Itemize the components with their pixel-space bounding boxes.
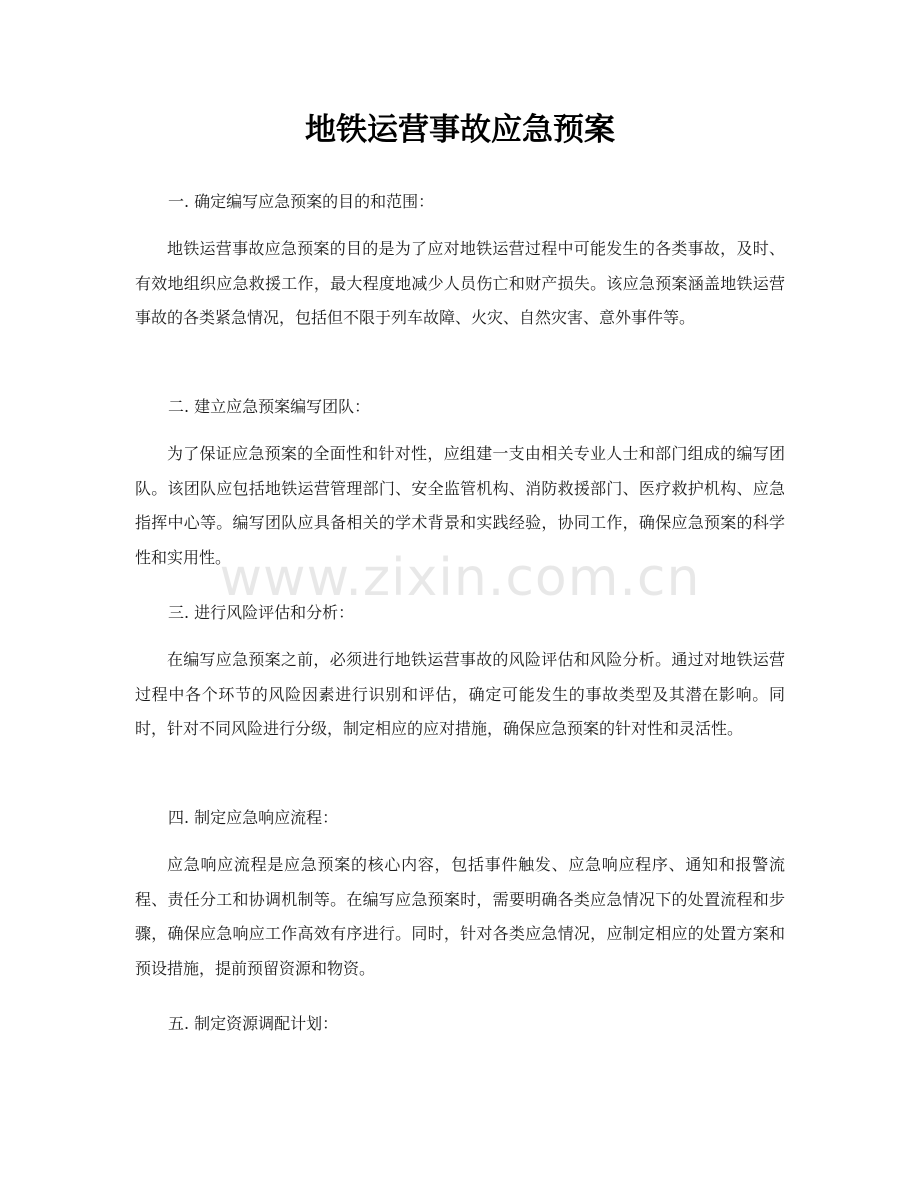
document-title: 地铁运营事故应急预案 <box>305 112 615 148</box>
section-3-heading: 三. 进行风险评估和分析： <box>168 603 355 622</box>
section-2-heading: 二. 建立应急预案编写团队： <box>168 397 371 416</box>
section-3-body: 在编写应急预案之前，必须进行地铁运营事故的风险评估和风险分析。通过对地铁运营过程中各个环节的风险因素进行识别和评估，确定可能发生的事故类型及其潜在影响。同时，针对不同风险进行分级，制定相应的应对措施，确保应急预案的针对性和灵活性。 <box>135 650 785 738</box>
section-1-body: 地铁运营事故应急预案的目的是为了应对地铁运营过程中可能发生的各类事故，及时、有效地组织应急救援工作，最大程度地减少人员伤亡和财产损失。该应急预案涵盖地铁运营事故的各类紧急情况，包括但不限于列车故障、火灾、自然灾害、意外事件等。 <box>135 239 785 327</box>
section-1-heading: 一. 确定编写应急预案的目的和范围： <box>168 192 435 211</box>
section-4-heading: 四. 制定应急响应流程： <box>168 808 339 827</box>
section-5-heading: 五. 制定资源调配计划： <box>168 1014 339 1033</box>
section-2-body: 为了保证应急预案的全面性和针对性，应组建一支由相关专业人士和部门组成的编写团队。该团队应包括地铁运营管理部门、安全监管机构、消防救援部门、医疗救护机构、应急指挥中心等。编写团队应具备相关的学术背景和实践经验，协同工作，确保应急预案的科学性和实用性。 <box>135 444 785 567</box>
watermark: www.zixin.com.cn <box>219 548 701 608</box>
section-4-body: 应急响应流程是应急预案的核心内容，包括事件触发、应急响应程序、通知和报警流程、责任分工和协调机制等。在编写应急预案时，需要明确各类应急情况下的处置流程和步骤，确保应急响应工作高效有序进行。同时，针对各类应急情况，应制定相应的处置方案和预设措施，提前预留资源和物资。 <box>135 855 785 978</box>
